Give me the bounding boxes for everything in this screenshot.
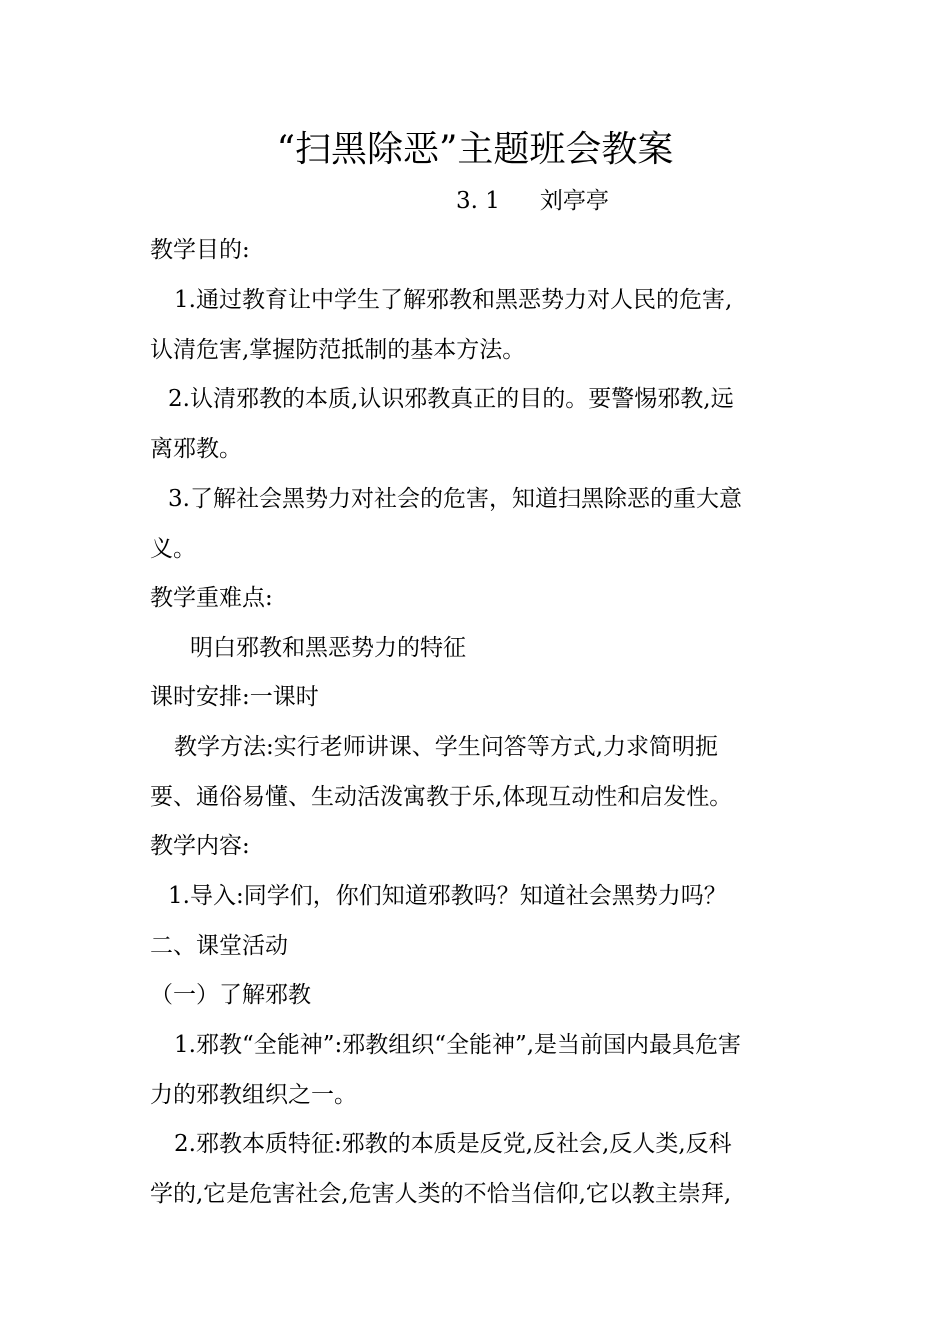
document-title: “扫黑除恶”主题班会教案: [276, 129, 674, 170]
heading-content: 教学内容:: [150, 833, 250, 859]
subsection-heading: （一）了解邪教: [150, 982, 311, 1008]
paragraph-line: 离邪教。: [150, 436, 242, 462]
paragraph-line: 1.通过教育让中学生了解邪教和黑恶势力对人民的危害,: [174, 287, 733, 313]
paragraph-line: 义。: [150, 536, 196, 562]
paragraph-line: 1.导入:同学们，你们知道邪教吗？知道社会黑势力吗？: [168, 883, 727, 909]
paragraph-line: 力的邪教组织之一。: [150, 1082, 357, 1108]
paragraph-line: 1.邪教“全能神”:邪教组织“全能神”,是当前国内最具危害: [174, 1032, 742, 1058]
heading-key-points: 教学重难点:: [150, 585, 273, 611]
class-label: 3. 1: [456, 188, 500, 214]
paragraph-line: 3.了解社会黑势力对社会的危害，知道扫黑除恶的重大意: [168, 486, 742, 512]
section-heading: 二、课堂活动: [150, 933, 288, 959]
heading-schedule: 课时安排:一课时: [150, 684, 319, 710]
paragraph-line: 学的,它是危害社会,危害人类的不恰当信仰,它以教主崇拜,: [150, 1181, 732, 1207]
paragraph-line: 教学方法:实行老师讲课、学生问答等方式,力求简明扼: [174, 734, 719, 760]
paragraph-line: 明白邪教和黑恶势力的特征: [190, 635, 466, 661]
heading-objectives: 教学目的:: [150, 237, 250, 263]
byline: [456, 184, 609, 218]
paragraph-line: 认清危害,掌握防范抵制的基本方法。: [150, 337, 526, 363]
paragraph-line: 2.认清邪教的本质,认识邪教真正的目的。要警惕邪教,远: [168, 386, 734, 412]
paragraph-line: 2.邪教本质特征:邪教的本质是反党,反社会,反人类,反科: [174, 1131, 732, 1157]
paragraph-line: 要、通俗易懂、生动活泼寓教于乐,体现互动性和启发性。: [150, 784, 733, 810]
author-name: 刘亭亭: [539, 188, 609, 214]
